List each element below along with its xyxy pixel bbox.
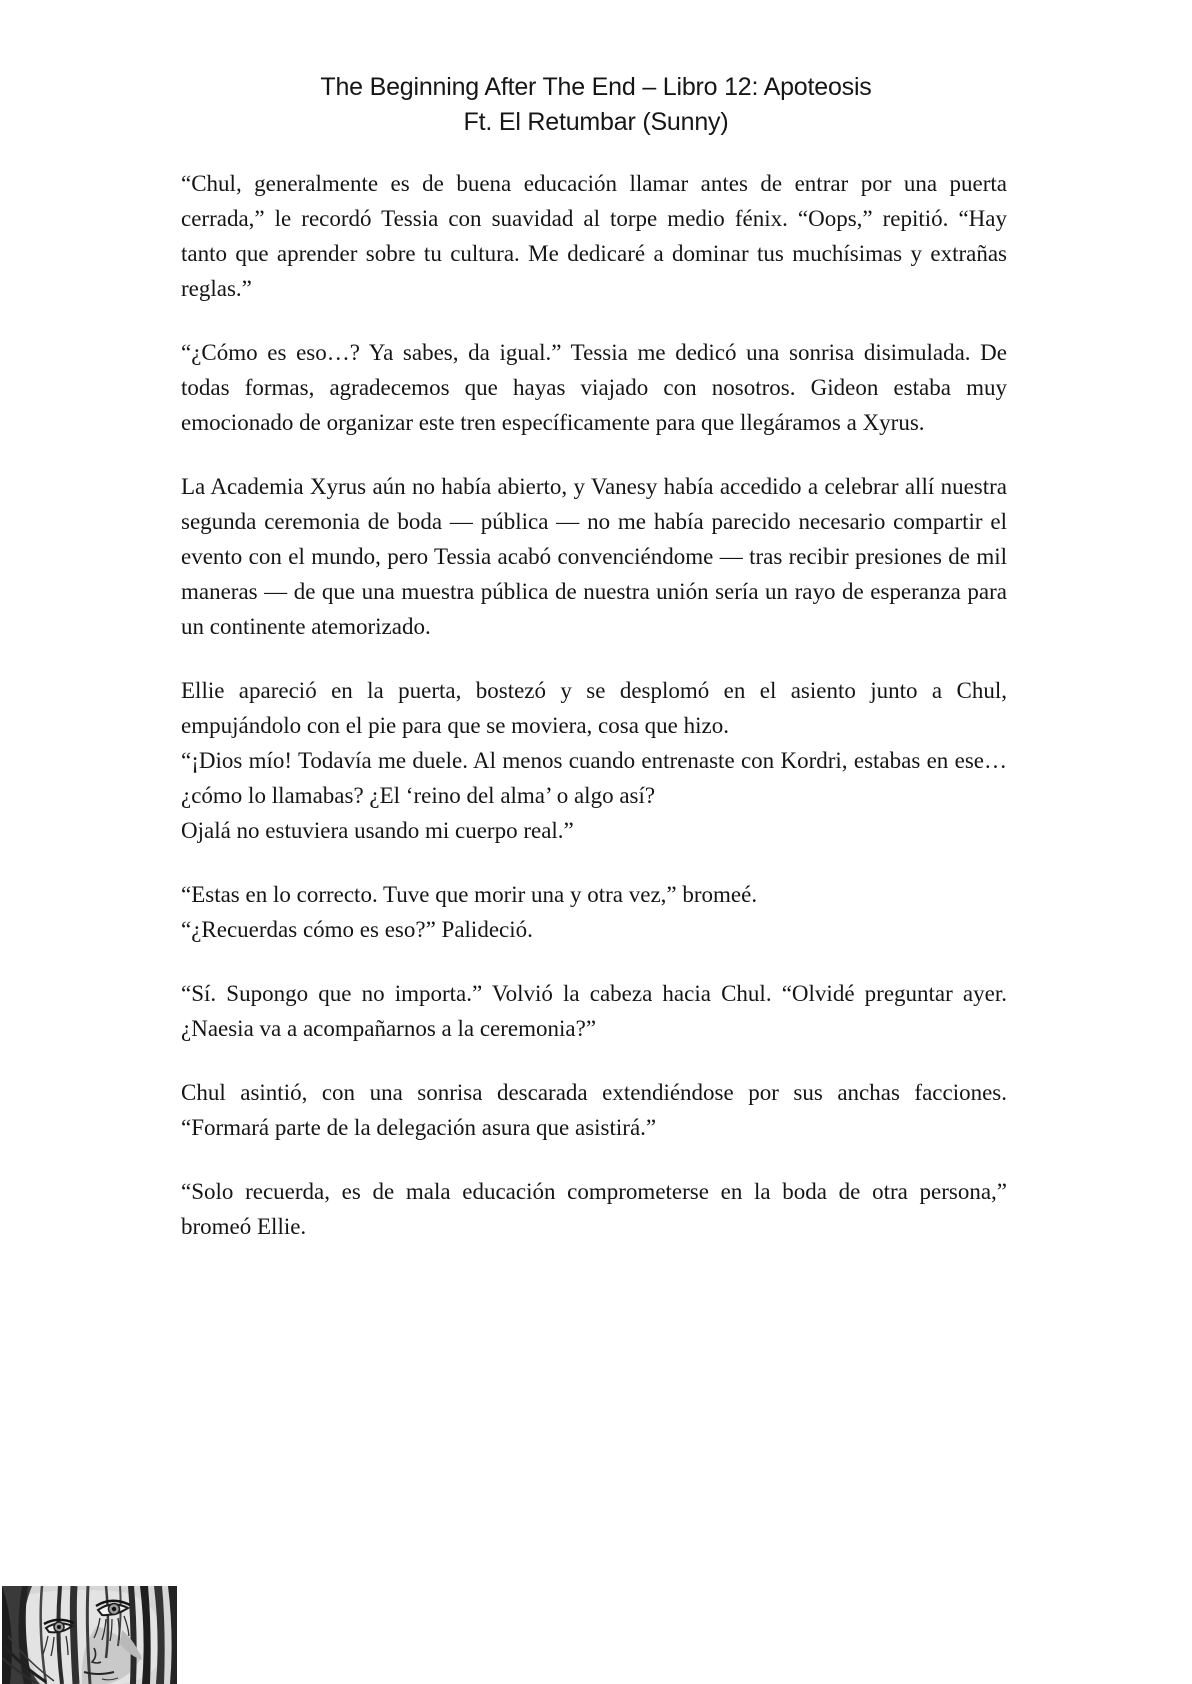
document-header: [0, 0, 1192, 140]
paragraph: Ellie apareció en la puerta, bostezó y se desplomó en el asiento junto a Chul, empujándolo con el pie para que se moviera, cosa que hizo.: [181, 678, 1007, 738]
page-title: The Beginning After The End – Libro 12: Apoteosis: [320, 73, 872, 101]
paragraph-group: [181, 335, 1007, 440]
paragraph: “Estas en lo correcto. Tuve que morir una y otra vez,” bromeé.: [181, 882, 758, 907]
paragraph: “Sí. Supongo que no importa.” Volvió la cabeza hacia Chul. “Olvidé preguntar ayer. ¿Naesia va a acompañarnos a la ceremonia?”: [181, 981, 1007, 1041]
paragraph-group: [181, 673, 1007, 848]
paragraph-group: [181, 166, 1007, 306]
manga-face-illustration: [2, 1586, 177, 1684]
manga-face-icon: [2, 1586, 177, 1684]
page-subtitle: Ft. El Retumbar (Sunny): [463, 108, 729, 136]
paragraph-group: [181, 1075, 1007, 1145]
paragraph: “¿Recuerdas cómo es eso?” Palideció.: [181, 917, 533, 942]
paragraph: “¿Cómo es eso…? Ya sabes, da igual.” Tessia me dedicó una sonrisa disimulada. De todas formas, agradecemos que hayas viajado con nosotros. Gideon estaba muy emocionado de organizar este tren específicamente para que llegáramos a Xyrus.: [181, 340, 1007, 435]
paragraph: “¡Dios mío! Todavía me duele. Al menos cuando entrenaste con Kordri, estabas en ese… ¿cómo lo llamabas? ¿El ‘reino del alma’ o algo así?: [181, 748, 1007, 808]
paragraph: Ojalá no estuviera usando mi cuerpo real.”: [181, 818, 574, 843]
paragraph: Chul asintió, con una sonrisa descarada extendiéndose por sus anchas facciones. “Formará parte de la delegación asura que asistirá.”: [181, 1080, 1007, 1140]
paragraph: “Solo recuerda, es de mala educación comprometerse en la boda de otra persona,” bromeó Ellie.: [181, 1179, 1007, 1239]
paragraph: “Chul, generalmente es de buena educación llamar antes de entrar por una puerta cerrada,” le recordó Tessia con suavidad al torpe medio fénix. “Oops,” repitió. “Hay tanto que aprender sobre tu cultura. Me dedicaré a dominar tus muchísimas y extrañas reglas.”: [181, 171, 1007, 301]
paragraph-group: [181, 976, 1007, 1046]
document-body: [181, 166, 1007, 1244]
paragraph: La Academia Xyrus aún no había abierto, y Vanesy había accedido a celebrar allí nuestra segunda ceremonia de boda — pública — no me había parecido necesario compartir el evento con el mundo, pero Tessia acabó convenciéndome — tras recibir presiones de mil maneras — de que una muestra pública de nuestra unión sería un rayo de esperanza para un continente atemorizado.: [181, 474, 1007, 639]
paragraph-group: [181, 469, 1007, 644]
paragraph-group: [181, 877, 1007, 947]
paragraph-group: [181, 1174, 1007, 1244]
